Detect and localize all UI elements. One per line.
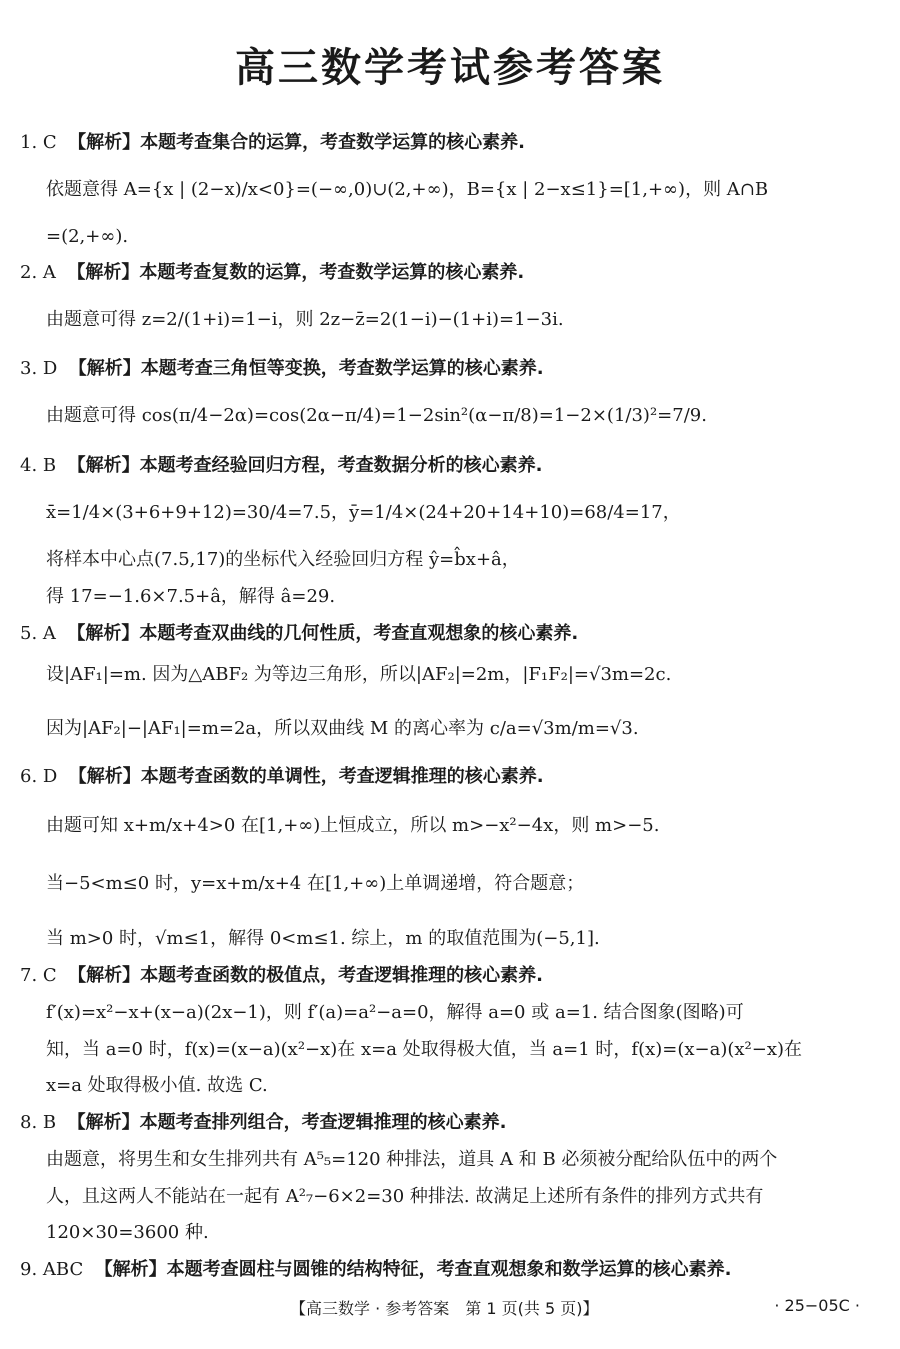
question-5-line-2: 因为|AF₂|−|AF₁|=m=2a，所以双曲线 M 的离心率为 c/a=√3m/m=√3. [46,718,639,739]
question-8-line-1: 由题意，将男生和女生排列共有 A⁵₅=120 种排法，道具 A 和 B 必须被分配给队伍中的两个 [46,1149,778,1170]
footer-page-info: 【高三数学 · 参考答案 第 1 页(共 5 页)】 [290,1299,599,1318]
question-4-line-2: 将样本中心点(7.5,17)的坐标代入经验回归方程 ŷ=b̂x+â， [46,549,520,570]
question-6-line-2: 当−5<m≤0 时，y=x+m/x+4 在[1,+∞)上单调递增，符合题意； [46,873,585,894]
question-8-line-2: 人，且这两人不能站在一起有 A²₇−6×2=30 种排法. 故满足上述所有条件的排列方式共有 [46,1186,764,1207]
question-7-line-1: f′(x)=x²−x+(x−a)(2x−1)，则 f′(a)=a²−a=0，解得 a=0 或 a=1. 结合图象(图略)可 [46,1002,744,1023]
question-8-header: 8. B 【解析】本题考查排列组合，考查逻辑推理的核心素养. [20,1112,507,1133]
page-title: 高三数学考试参考答案 [235,45,665,91]
question-7-header: 7. C 【解析】本题考查函数的极值点，考查逻辑推理的核心素养. [20,965,543,986]
question-5-line-1: 设|AF₁|=m. 因为△ABF₂ 为等边三角形，所以|AF₂|=2m，|F₁F₂|=√3m=2c. [46,664,672,685]
question-4-line-3: 得 17=−1.6×7.5+â，解得 â=29. [46,586,336,607]
question-1-line-2: =(2,+∞). [46,226,129,247]
question-8-line-3: 120×30=3600 种. [46,1222,209,1243]
question-2-header: 2. A 【解析】本题考查复数的运算，考查数学运算的核心素养. [20,262,525,283]
question-6-line-1: 由题可知 x+m/x+4>0 在[1,+∞)上恒成立，所以 m>−x²−4x，则 m>−5. [46,815,660,836]
question-3-header: 3. D 【解析】本题考查三角恒等变换，考查数学运算的核心素养. [20,358,544,379]
question-7-line-2: 知，当 a=0 时，f(x)=(x−a)(x²−x)在 x=a 处取得极大值，当 a=1 时，f(x)=(x−a)(x²−x)在 [46,1039,803,1060]
question-3-line-1: 由题意可得 cos(π/4−2α)=cos(2α−π/4)=1−2sin²(α−π/8)=1−2×(1/3)²=7/9. [46,405,707,426]
question-1-header: 1. C 【解析】本题考查集合的运算，考查数学运算的核心素养. [20,132,525,153]
question-1-line-1: 依题意得 A={x | (2−x)/x<0}=(−∞,0)∪(2,+∞)，B={x | 2−x≤1}=[1,+∞)，则 A∩B [46,179,769,200]
footer-code: · 25−05C · [774,1296,860,1315]
question-5-header: 5. A 【解析】本题考查双曲线的几何性质，考查直观想象的核心素养. [20,623,579,644]
question-6-header: 6. D 【解析】本题考查函数的单调性，考查逻辑推理的核心素养. [20,766,544,787]
question-9-header: 9. ABC 【解析】本题考查圆柱与圆锥的结构特征，考查直观想象和数学运算的核心素养. [20,1259,732,1280]
question-7-line-3: x=a 处取得极小值. 故选 C. [46,1075,268,1096]
question-6-line-3: 当 m>0 时，√m≤1，解得 0<m≤1. 综上，m 的取值范围为(−5,1]. [46,928,600,949]
question-4-line-1: x̄=1/4×(3+6+9+12)=30/4=7.5，ȳ=1/4×(24+20+14+10)=68/4=17， [46,502,681,523]
question-4-header: 4. B 【解析】本题考查经验回归方程，考查数据分析的核心素养. [20,455,543,476]
question-2-line-1: 由题意可得 z=2/(1+i)=1−i，则 2z−z̄=2(1−i)−(1+i)=1−3i. [46,309,564,330]
